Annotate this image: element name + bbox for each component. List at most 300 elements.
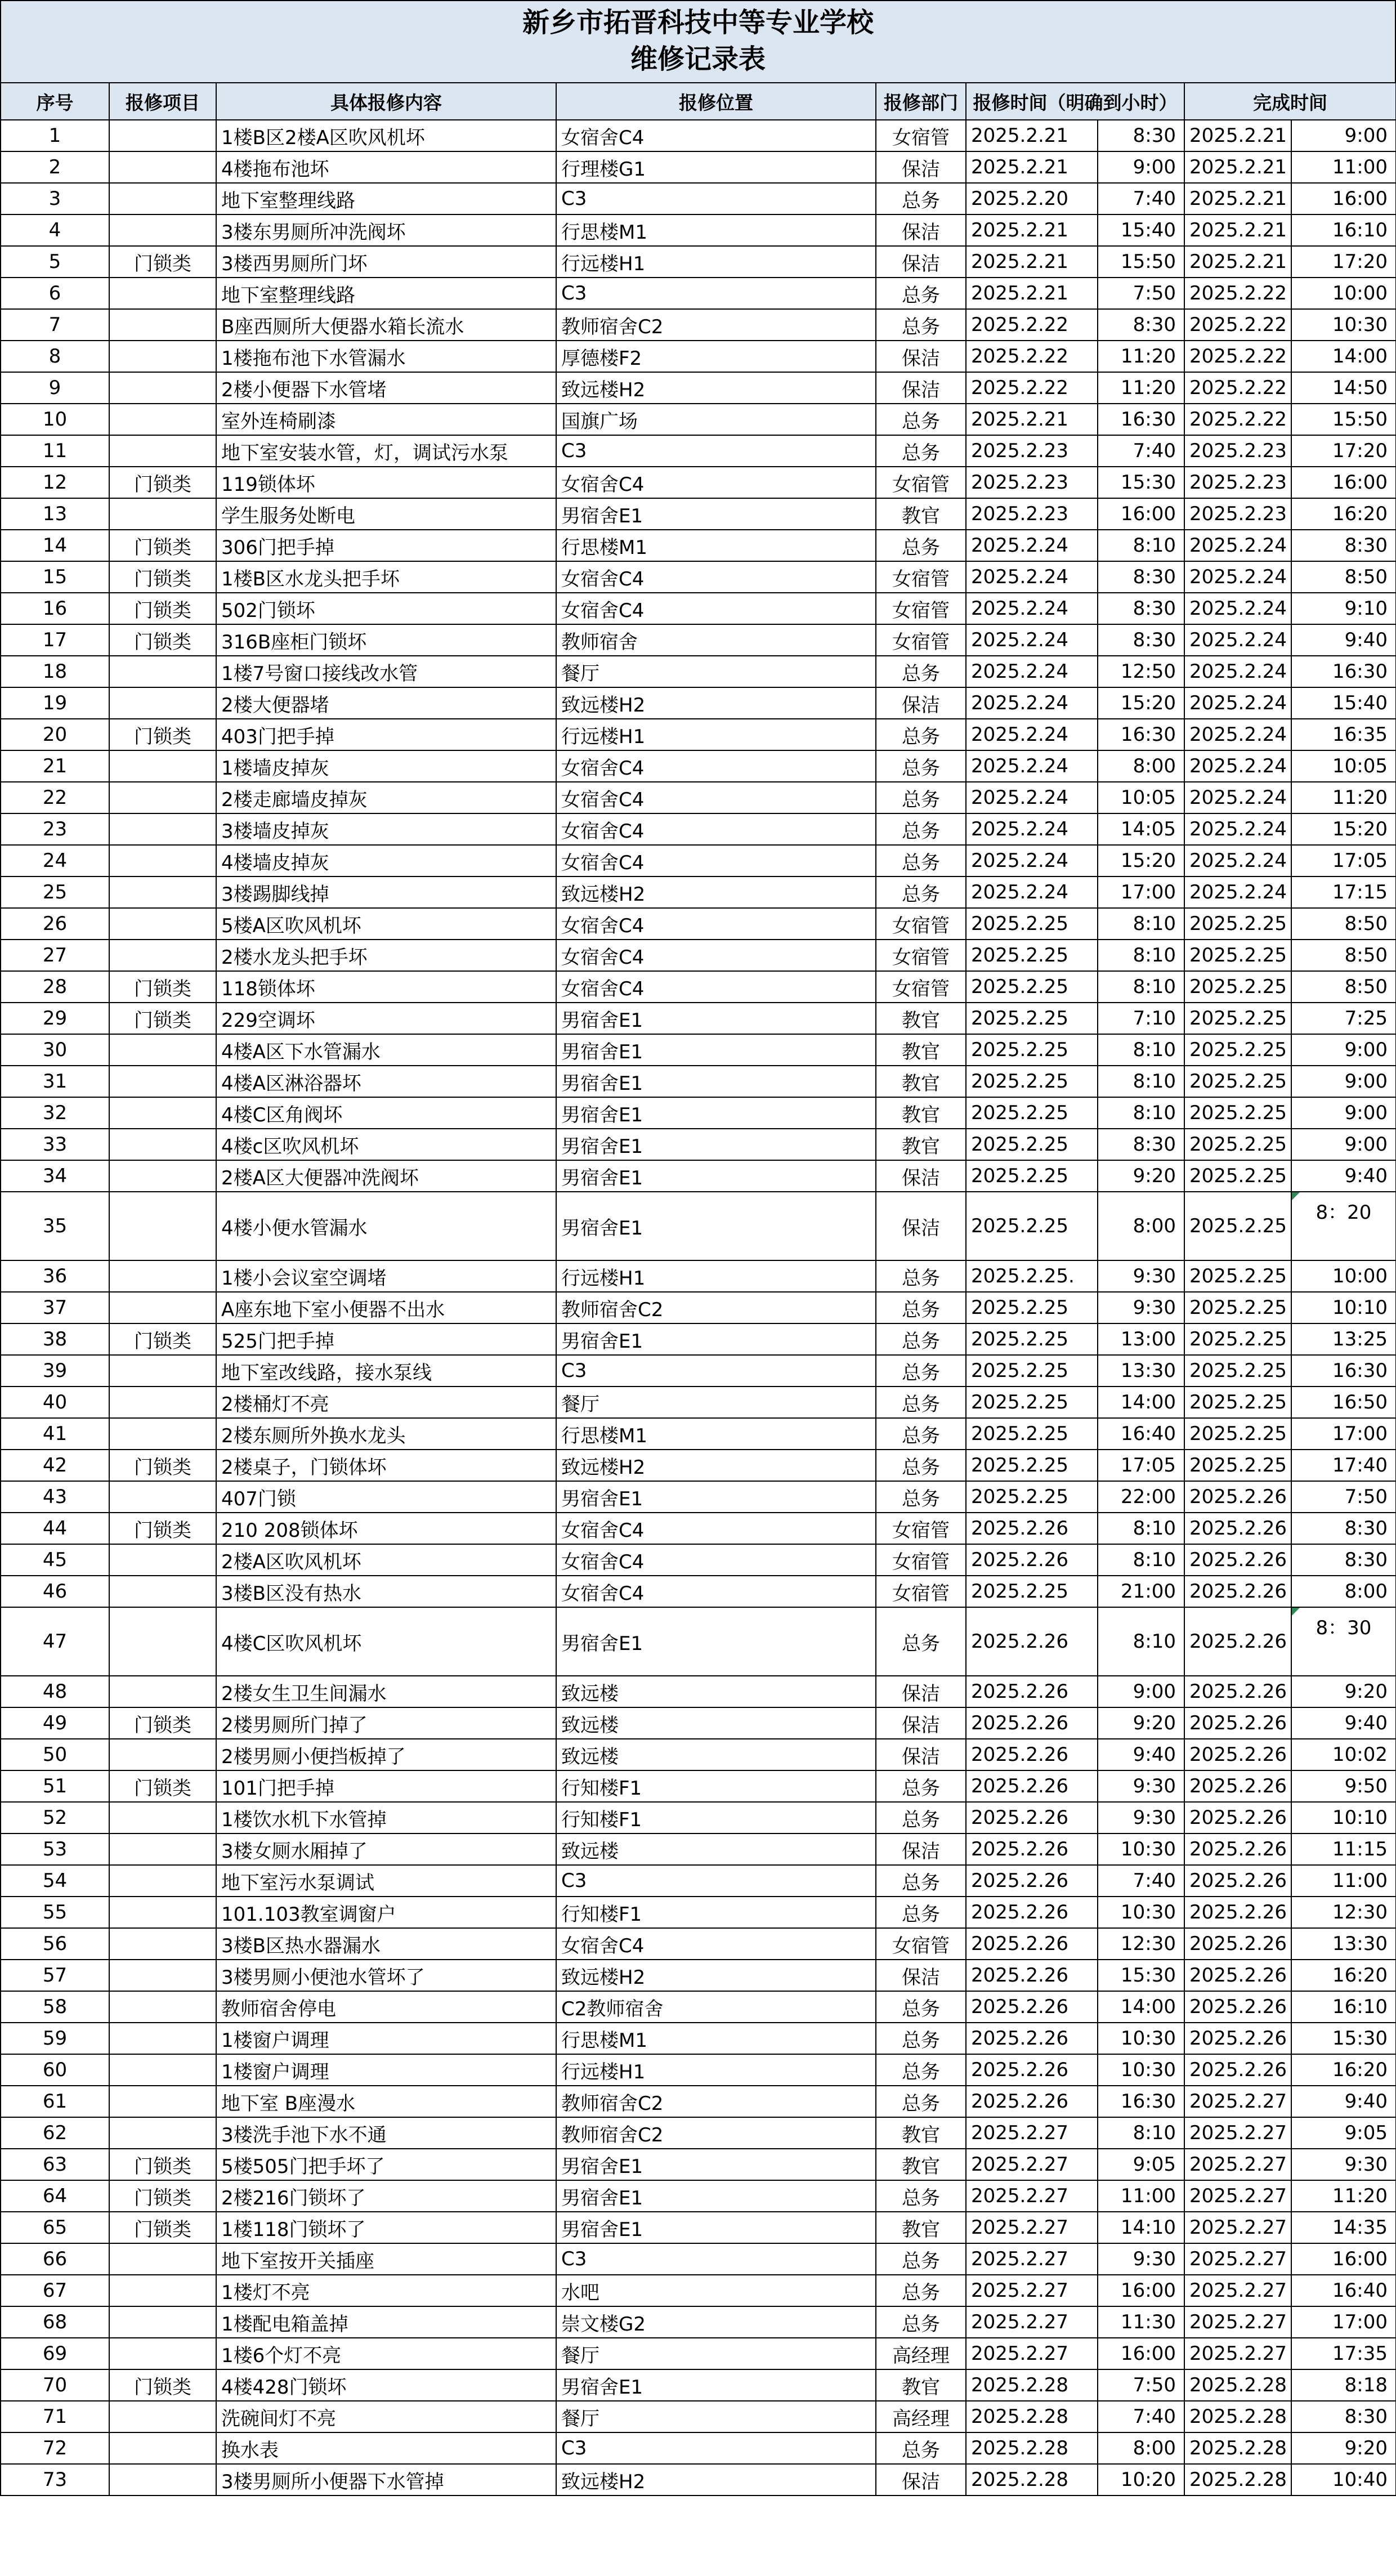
cell-content: 4楼C区角阀坏: [216, 1097, 556, 1129]
cell-finish-hour: 8:50: [1291, 908, 1396, 940]
cell-content: 1楼7号窗口接线改水管: [216, 656, 556, 687]
cell-finish-date: 2025.2.26: [1184, 1865, 1291, 1897]
repair-table: [1, 83, 1396, 2496]
cell-content: 1楼小会议室空调堵: [216, 1260, 556, 1292]
table-row: [1, 971, 1396, 1003]
cell-report-hour: 9:30: [1098, 2243, 1184, 2275]
cell-content: 3楼墙皮掉灰: [216, 813, 556, 845]
cell-category: [109, 120, 216, 151]
cell-finish-hour: 9:40: [1291, 1707, 1396, 1739]
cell-finish-hour: 16:40: [1291, 2275, 1396, 2306]
cell-seq: 13: [1, 498, 109, 530]
cell-location: 行思楼M1: [556, 530, 876, 561]
cell-report-date: 2025.2.26: [966, 1897, 1098, 1928]
cell-finish-hour: 8:30: [1291, 1513, 1396, 1544]
cell-report-date: 2025.2.24: [966, 782, 1098, 813]
table-row: [1, 214, 1396, 246]
cell-location: 男宿舍E1: [556, 1192, 876, 1260]
cell-finish-hour: 9:00: [1291, 1097, 1396, 1129]
cell-finish-date: 2025.2.25: [1184, 1260, 1291, 1292]
cell-category: [109, 750, 216, 782]
table-row: [1, 183, 1396, 214]
cell-seq: 39: [1, 1355, 109, 1387]
cell-finish-date: 2025.2.24: [1184, 845, 1291, 876]
cell-content: 1楼饮水机下水管掉: [216, 1802, 556, 1833]
cell-finish-hour: 11:15: [1291, 1833, 1396, 1865]
cell-finish-date: 2025.2.24: [1184, 750, 1291, 782]
cell-department: 总务: [876, 404, 966, 435]
cell-category: [109, 1160, 216, 1192]
cell-seq: 47: [1, 1607, 109, 1676]
cell-finish-date: 2025.2.24: [1184, 687, 1291, 719]
table-row: [1, 1544, 1396, 1576]
header-finish-time: 完成时间: [1184, 83, 1396, 120]
cell-department: 总务: [876, 2306, 966, 2338]
cell-seq: 17: [1, 624, 109, 656]
table-row: [1, 687, 1396, 719]
cell-location: 男宿舍E1: [556, 2369, 876, 2401]
cell-report-hour: 8:30: [1098, 1129, 1184, 1160]
cell-content: 3楼洗手池下水不通: [216, 2117, 556, 2149]
cell-department: 女宿管: [876, 971, 966, 1003]
cell-report-hour: 8:10: [1098, 940, 1184, 971]
cell-content: 118锁体坏: [216, 971, 556, 1003]
cell-department: 教官: [876, 2117, 966, 2149]
cell-content: 地下室整理线路: [216, 278, 556, 309]
cell-finish-date: 2025.2.27: [1184, 2180, 1291, 2212]
table-row: [1, 593, 1396, 624]
table-row: [1, 1865, 1396, 1897]
cell-category: 门锁类: [109, 624, 216, 656]
cell-department: 总务: [876, 1991, 966, 2023]
cell-report-date: 2025.2.25: [966, 1323, 1098, 1355]
cell-seq: 60: [1, 2054, 109, 2086]
cell-content: 3楼女厕水厢掉了: [216, 1833, 556, 1865]
cell-finish-hour: 7:25: [1291, 1003, 1396, 1034]
cell-report-hour: 16:00: [1098, 2275, 1184, 2306]
header-seq: 序号: [1, 83, 109, 120]
cell-report-date: 2025.2.24: [966, 561, 1098, 593]
cell-finish-date: 2025.2.28: [1184, 2401, 1291, 2432]
cell-content: 2楼A区吹风机坏: [216, 1544, 556, 1576]
cell-category: [109, 940, 216, 971]
cell-report-hour: 16:30: [1098, 719, 1184, 750]
cell-finish-date: 2025.2.22: [1184, 404, 1291, 435]
cell-department: 教官: [876, 1066, 966, 1097]
cell-location: 餐厅: [556, 1387, 876, 1418]
cell-category: [109, 656, 216, 687]
cell-report-date: 2025.2.21: [966, 120, 1098, 151]
cell-category: [109, 435, 216, 467]
cell-seq: 37: [1, 1292, 109, 1323]
cell-category: [109, 1865, 216, 1897]
cell-seq: 11: [1, 435, 109, 467]
cell-category: [109, 309, 216, 341]
cell-department: 女宿管: [876, 940, 966, 971]
table-row: [1, 1802, 1396, 1833]
cell-location: 教师宿舍: [556, 624, 876, 656]
cell-seq: 19: [1, 687, 109, 719]
cell-finish-hour: 11:00: [1291, 151, 1396, 183]
cell-seq: 71: [1, 2401, 109, 2432]
cell-location: 行远楼H1: [556, 719, 876, 750]
cell-finish-hour: 17:05: [1291, 845, 1396, 876]
cell-report-hour: 15:50: [1098, 246, 1184, 278]
cell-report-date: 2025.2.24: [966, 656, 1098, 687]
cell-report-date: 2025.2.27: [966, 2306, 1098, 2338]
cell-department: 女宿管: [876, 1576, 966, 1607]
cell-department: 保洁: [876, 1739, 966, 1770]
cell-department: 总务: [876, 435, 966, 467]
cell-report-hour: 11:00: [1098, 2180, 1184, 2212]
cell-category: 门锁类: [109, 2180, 216, 2212]
cell-finish-hour: 16:50: [1291, 1387, 1396, 1418]
cell-finish-hour: 10:30: [1291, 309, 1396, 341]
cell-department: 总务: [876, 876, 966, 908]
cell-report-hour: 16:40: [1098, 1418, 1184, 1450]
cell-report-hour: 14:00: [1098, 1991, 1184, 2023]
cell-seq: 12: [1, 467, 109, 498]
cell-finish-hour: 15:30: [1291, 2023, 1396, 2054]
table-row: [1, 1097, 1396, 1129]
cell-department: 总务: [876, 530, 966, 561]
cell-report-date: 2025.2.26: [966, 1991, 1098, 2023]
cell-finish-hour: 9:50: [1291, 1770, 1396, 1802]
table-row: [1, 2464, 1396, 2496]
cell-content: 1楼118门锁坏了: [216, 2212, 556, 2243]
cell-content: 4楼C区吹风机坏: [216, 1607, 556, 1676]
cell-category: 门锁类: [109, 467, 216, 498]
cell-seq: 48: [1, 1676, 109, 1707]
cell-finish-hour: 9:30: [1291, 2149, 1396, 2180]
cell-finish-hour: 9:20: [1291, 2432, 1396, 2464]
cell-department: 教官: [876, 1003, 966, 1034]
table-row: [1, 1323, 1396, 1355]
cell-seq: 9: [1, 372, 109, 404]
cell-report-hour: 8:10: [1098, 1034, 1184, 1066]
cell-report-date: 2025.2.26: [966, 2054, 1098, 2086]
cell-content: 1楼拖布池下水管漏水: [216, 341, 556, 372]
cell-finish-hour: 10:40: [1291, 2464, 1396, 2496]
cell-seq: 8: [1, 341, 109, 372]
cell-finish-hour: 15:40: [1291, 687, 1396, 719]
cell-seq: 55: [1, 1897, 109, 1928]
cell-report-date: 2025.2.25.: [966, 1260, 1098, 1292]
cell-category: [109, 2432, 216, 2464]
cell-location: 女宿舍C4: [556, 845, 876, 876]
cell-department: 保洁: [876, 246, 966, 278]
cell-seq: 53: [1, 1833, 109, 1865]
cell-finish-date: 2025.2.28: [1184, 2432, 1291, 2464]
cell-report-hour: 11:20: [1098, 341, 1184, 372]
cell-department: 总务: [876, 750, 966, 782]
cell-finish-date: 2025.2.21: [1184, 183, 1291, 214]
table-row: [1, 2117, 1396, 2149]
cell-location: 行思楼M1: [556, 1418, 876, 1450]
cell-finish-date: 2025.2.26: [1184, 1676, 1291, 1707]
cell-report-hour: 10:05: [1098, 782, 1184, 813]
cell-finish-hour: 8:00: [1291, 1576, 1396, 1607]
cell-report-hour: 10:30: [1098, 2054, 1184, 2086]
cell-department: 教官: [876, 2149, 966, 2180]
cell-finish-date: 2025.2.25: [1184, 940, 1291, 971]
cell-report-hour: 7:40: [1098, 2401, 1184, 2432]
cell-report-date: 2025.2.27: [966, 2180, 1098, 2212]
cell-finish-hour: 8:50: [1291, 940, 1396, 971]
cell-department: 保洁: [876, 151, 966, 183]
cell-finish-date: 2025.2.27: [1184, 2149, 1291, 2180]
cell-location: 水吧: [556, 2275, 876, 2306]
cell-location: 致远楼H2: [556, 876, 876, 908]
cell-category: [109, 908, 216, 940]
header-department: 报修部门: [876, 83, 966, 120]
table-body: [1, 120, 1396, 2496]
header-report-time: 报修时间（明确到小时）: [966, 83, 1184, 120]
cell-location: C3: [556, 1865, 876, 1897]
cell-seq: 38: [1, 1323, 109, 1355]
cell-report-hour: 15:30: [1098, 1960, 1184, 1991]
cell-report-hour: 7:50: [1098, 2369, 1184, 2401]
cell-seq: 54: [1, 1865, 109, 1897]
cell-finish-hour: 8:30: [1291, 1544, 1396, 1576]
cell-finish-date: 2025.2.21: [1184, 120, 1291, 151]
table-row: [1, 561, 1396, 593]
cell-content: 306门把手掉: [216, 530, 556, 561]
cell-finish-hour: 9:10: [1291, 593, 1396, 624]
cell-report-date: 2025.2.24: [966, 845, 1098, 876]
cell-category: [109, 214, 216, 246]
cell-seq: 21: [1, 750, 109, 782]
cell-report-date: 2025.2.24: [966, 593, 1098, 624]
cell-location: 女宿舍C4: [556, 750, 876, 782]
cell-finish-date: 2025.2.25: [1184, 1160, 1291, 1192]
cell-report-date: 2025.2.25: [966, 1292, 1098, 1323]
cell-content: 3楼B区热水器漏水: [216, 1928, 556, 1960]
cell-seq: 27: [1, 940, 109, 971]
cell-department: 保洁: [876, 1833, 966, 1865]
cell-department: 总务: [876, 1450, 966, 1481]
cell-location: 女宿舍C4: [556, 940, 876, 971]
cell-department: 总务: [876, 1481, 966, 1513]
cell-finish-date: 2025.2.25: [1184, 1355, 1291, 1387]
cell-location: 教师宿舍C2: [556, 2117, 876, 2149]
cell-report-hour: 9:30: [1098, 1802, 1184, 1833]
cell-department: 教官: [876, 1097, 966, 1129]
cell-location: 男宿舍E1: [556, 1481, 876, 1513]
cell-finish-hour: 11:20: [1291, 2180, 1396, 2212]
cell-seq: 18: [1, 656, 109, 687]
cell-finish-hour: 9:00: [1291, 1066, 1396, 1097]
cell-report-hour: 9:40: [1098, 1739, 1184, 1770]
cell-finish-date: 2025.2.26: [1184, 1707, 1291, 1739]
cell-seq: 65: [1, 2212, 109, 2243]
cell-location: 行知楼F1: [556, 1770, 876, 1802]
cell-finish-date: 2025.2.26: [1184, 1833, 1291, 1865]
cell-report-date: 2025.2.25: [966, 1097, 1098, 1129]
cell-finish-hour: 17:00: [1291, 2306, 1396, 2338]
cell-finish-hour: 8:50: [1291, 971, 1396, 1003]
table-row: [1, 1676, 1396, 1707]
cell-report-date: 2025.2.25: [966, 1129, 1098, 1160]
cell-report-date: 2025.2.25: [966, 1192, 1098, 1260]
cell-department: 保洁: [876, 1676, 966, 1707]
cell-location: 厚德楼F2: [556, 341, 876, 372]
cell-content: 1楼6个灯不亮: [216, 2338, 556, 2369]
cell-category: [109, 1576, 216, 1607]
cell-report-date: 2025.2.26: [966, 1770, 1098, 1802]
cell-location: 男宿舍E1: [556, 2180, 876, 2212]
cell-report-date: 2025.2.25: [966, 971, 1098, 1003]
cell-report-date: 2025.2.27: [966, 2117, 1098, 2149]
cell-seq: 23: [1, 813, 109, 845]
cell-finish-date: 2025.2.24: [1184, 561, 1291, 593]
cell-report-hour: 11:20: [1098, 372, 1184, 404]
cell-finish-hour: 17:40: [1291, 1450, 1396, 1481]
cell-finish-hour: 16:10: [1291, 1991, 1396, 2023]
table-row: [1, 1260, 1396, 1292]
cell-finish-date: 2025.2.27: [1184, 2117, 1291, 2149]
cell-seq: 3: [1, 183, 109, 214]
cell-seq: 31: [1, 1066, 109, 1097]
table-row: [1, 813, 1396, 845]
table-row: [1, 1355, 1396, 1387]
cell-report-date: 2025.2.24: [966, 687, 1098, 719]
cell-seq: 2: [1, 151, 109, 183]
cell-finish-hour: 8:30: [1291, 530, 1396, 561]
cell-location: 国旗广场: [556, 404, 876, 435]
cell-department: 总务: [876, 1355, 966, 1387]
cell-finish-hour: 17:20: [1291, 435, 1396, 467]
school-name: 新乡市拓晋科技中等专业学校: [522, 7, 874, 38]
cell-seq: 36: [1, 1260, 109, 1292]
cell-finish-date: 2025.2.28: [1184, 2369, 1291, 2401]
cell-location: 致远楼H2: [556, 1960, 876, 1991]
cell-content: 2楼女生卫生间漏水: [216, 1676, 556, 1707]
table-row: [1, 2275, 1396, 2306]
cell-finish-hour: 9:40: [1291, 624, 1396, 656]
cell-seq: 64: [1, 2180, 109, 2212]
cell-finish-hour: 8:30: [1291, 2401, 1396, 2432]
cell-finish-date: 2025.2.24: [1184, 593, 1291, 624]
cell-department: 女宿管: [876, 624, 966, 656]
cell-content: 1楼窗户调理: [216, 2054, 556, 2086]
cell-department: 女宿管: [876, 1928, 966, 1960]
cell-report-hour: 7:40: [1098, 1865, 1184, 1897]
cell-seq: 20: [1, 719, 109, 750]
cell-report-date: 2025.2.27: [966, 2275, 1098, 2306]
cell-location: 教师宿舍C2: [556, 309, 876, 341]
cell-department: 总务: [876, 1802, 966, 1833]
cell-report-hour: 8:10: [1098, 2117, 1184, 2149]
cell-department: 女宿管: [876, 1513, 966, 1544]
cell-finish-date: 2025.2.26: [1184, 1802, 1291, 1833]
table-row: [1, 1770, 1396, 1802]
cell-report-hour: 16:00: [1098, 498, 1184, 530]
cell-finish-hour: 16:20: [1291, 498, 1396, 530]
cell-finish-date: 2025.2.24: [1184, 530, 1291, 561]
cell-category: [109, 1802, 216, 1833]
cell-report-date: 2025.2.22: [966, 341, 1098, 372]
cell-location: 男宿舍E1: [556, 1323, 876, 1355]
cell-report-hour: 8:10: [1098, 1513, 1184, 1544]
cell-content: 地下室整理线路: [216, 183, 556, 214]
cell-finish-date: 2025.2.26: [1184, 1513, 1291, 1544]
cell-seq: 30: [1, 1034, 109, 1066]
cell-category: 门锁类: [109, 1707, 216, 1739]
table-row: [1, 2086, 1396, 2117]
cell-report-date: 2025.2.24: [966, 813, 1098, 845]
cell-finish-date: 2025.2.26: [1184, 1960, 1291, 1991]
cell-finish-date: 2025.2.25: [1184, 1129, 1291, 1160]
cell-department: 总务: [876, 813, 966, 845]
cell-department: 教官: [876, 1034, 966, 1066]
cell-location: 致远楼: [556, 1707, 876, 1739]
cell-content: 4楼428门锁坏: [216, 2369, 556, 2401]
cell-report-date: 2025.2.26: [966, 1707, 1098, 1739]
cell-location: 致远楼H2: [556, 687, 876, 719]
cell-seq: 25: [1, 876, 109, 908]
cell-department: 女宿管: [876, 467, 966, 498]
cell-department: 女宿管: [876, 908, 966, 940]
cell-category: [109, 2464, 216, 2496]
cell-department: 总务: [876, 845, 966, 876]
cell-finish-hour: 14:00: [1291, 341, 1396, 372]
cell-location: C3: [556, 278, 876, 309]
cell-report-date: 2025.2.26: [966, 1739, 1098, 1770]
cell-category: [109, 1355, 216, 1387]
cell-seq: 24: [1, 845, 109, 876]
table-row: [1, 1928, 1396, 1960]
cell-finish-date: 2025.2.22: [1184, 309, 1291, 341]
cell-report-hour: 8:30: [1098, 561, 1184, 593]
cell-report-hour: 8:00: [1098, 1192, 1184, 1260]
cell-content: 4楼c区吹风机坏: [216, 1129, 556, 1160]
table-row: [1, 2338, 1396, 2369]
cell-report-hour: 8:10: [1098, 530, 1184, 561]
cell-department: 教官: [876, 2212, 966, 2243]
cell-report-hour: 13:30: [1098, 1355, 1184, 1387]
cell-finish-hour: 9:00: [1291, 1129, 1396, 1160]
cell-content: 1楼墙皮掉灰: [216, 750, 556, 782]
cell-content: 2楼216门锁坏了: [216, 2180, 556, 2212]
cell-category: [109, 813, 216, 845]
cell-location: 女宿舍C4: [556, 593, 876, 624]
cell-report-hour: 16:30: [1098, 2086, 1184, 2117]
table-row: [1, 2243, 1396, 2275]
cell-seq: 35: [1, 1192, 109, 1260]
table-row: [1, 876, 1396, 908]
cell-content: 1楼灯不亮: [216, 2275, 556, 2306]
cell-location: 致远楼H2: [556, 1450, 876, 1481]
cell-finish-hour: 10:00: [1291, 1260, 1396, 1292]
cell-department: 教官: [876, 498, 966, 530]
cell-finish-date: 2025.2.25: [1184, 971, 1291, 1003]
table-row: [1, 2054, 1396, 2086]
cell-category: 门锁类: [109, 246, 216, 278]
cell-location: 男宿舍E1: [556, 1129, 876, 1160]
cell-finish-date: 2025.2.22: [1184, 372, 1291, 404]
cell-finish-hour: 16:00: [1291, 2243, 1396, 2275]
cell-report-date: 2025.2.22: [966, 309, 1098, 341]
cell-seq: 67: [1, 2275, 109, 2306]
cell-finish-hour: 16:00: [1291, 183, 1396, 214]
cell-department: 保洁: [876, 687, 966, 719]
cell-finish-hour: 10:02: [1291, 1739, 1396, 1770]
cell-department: 总务: [876, 183, 966, 214]
cell-finish-date: 2025.2.23: [1184, 435, 1291, 467]
cell-report-hour: 9:20: [1098, 1707, 1184, 1739]
cell-content: 3楼东男厕所冲洗阀坏: [216, 214, 556, 246]
